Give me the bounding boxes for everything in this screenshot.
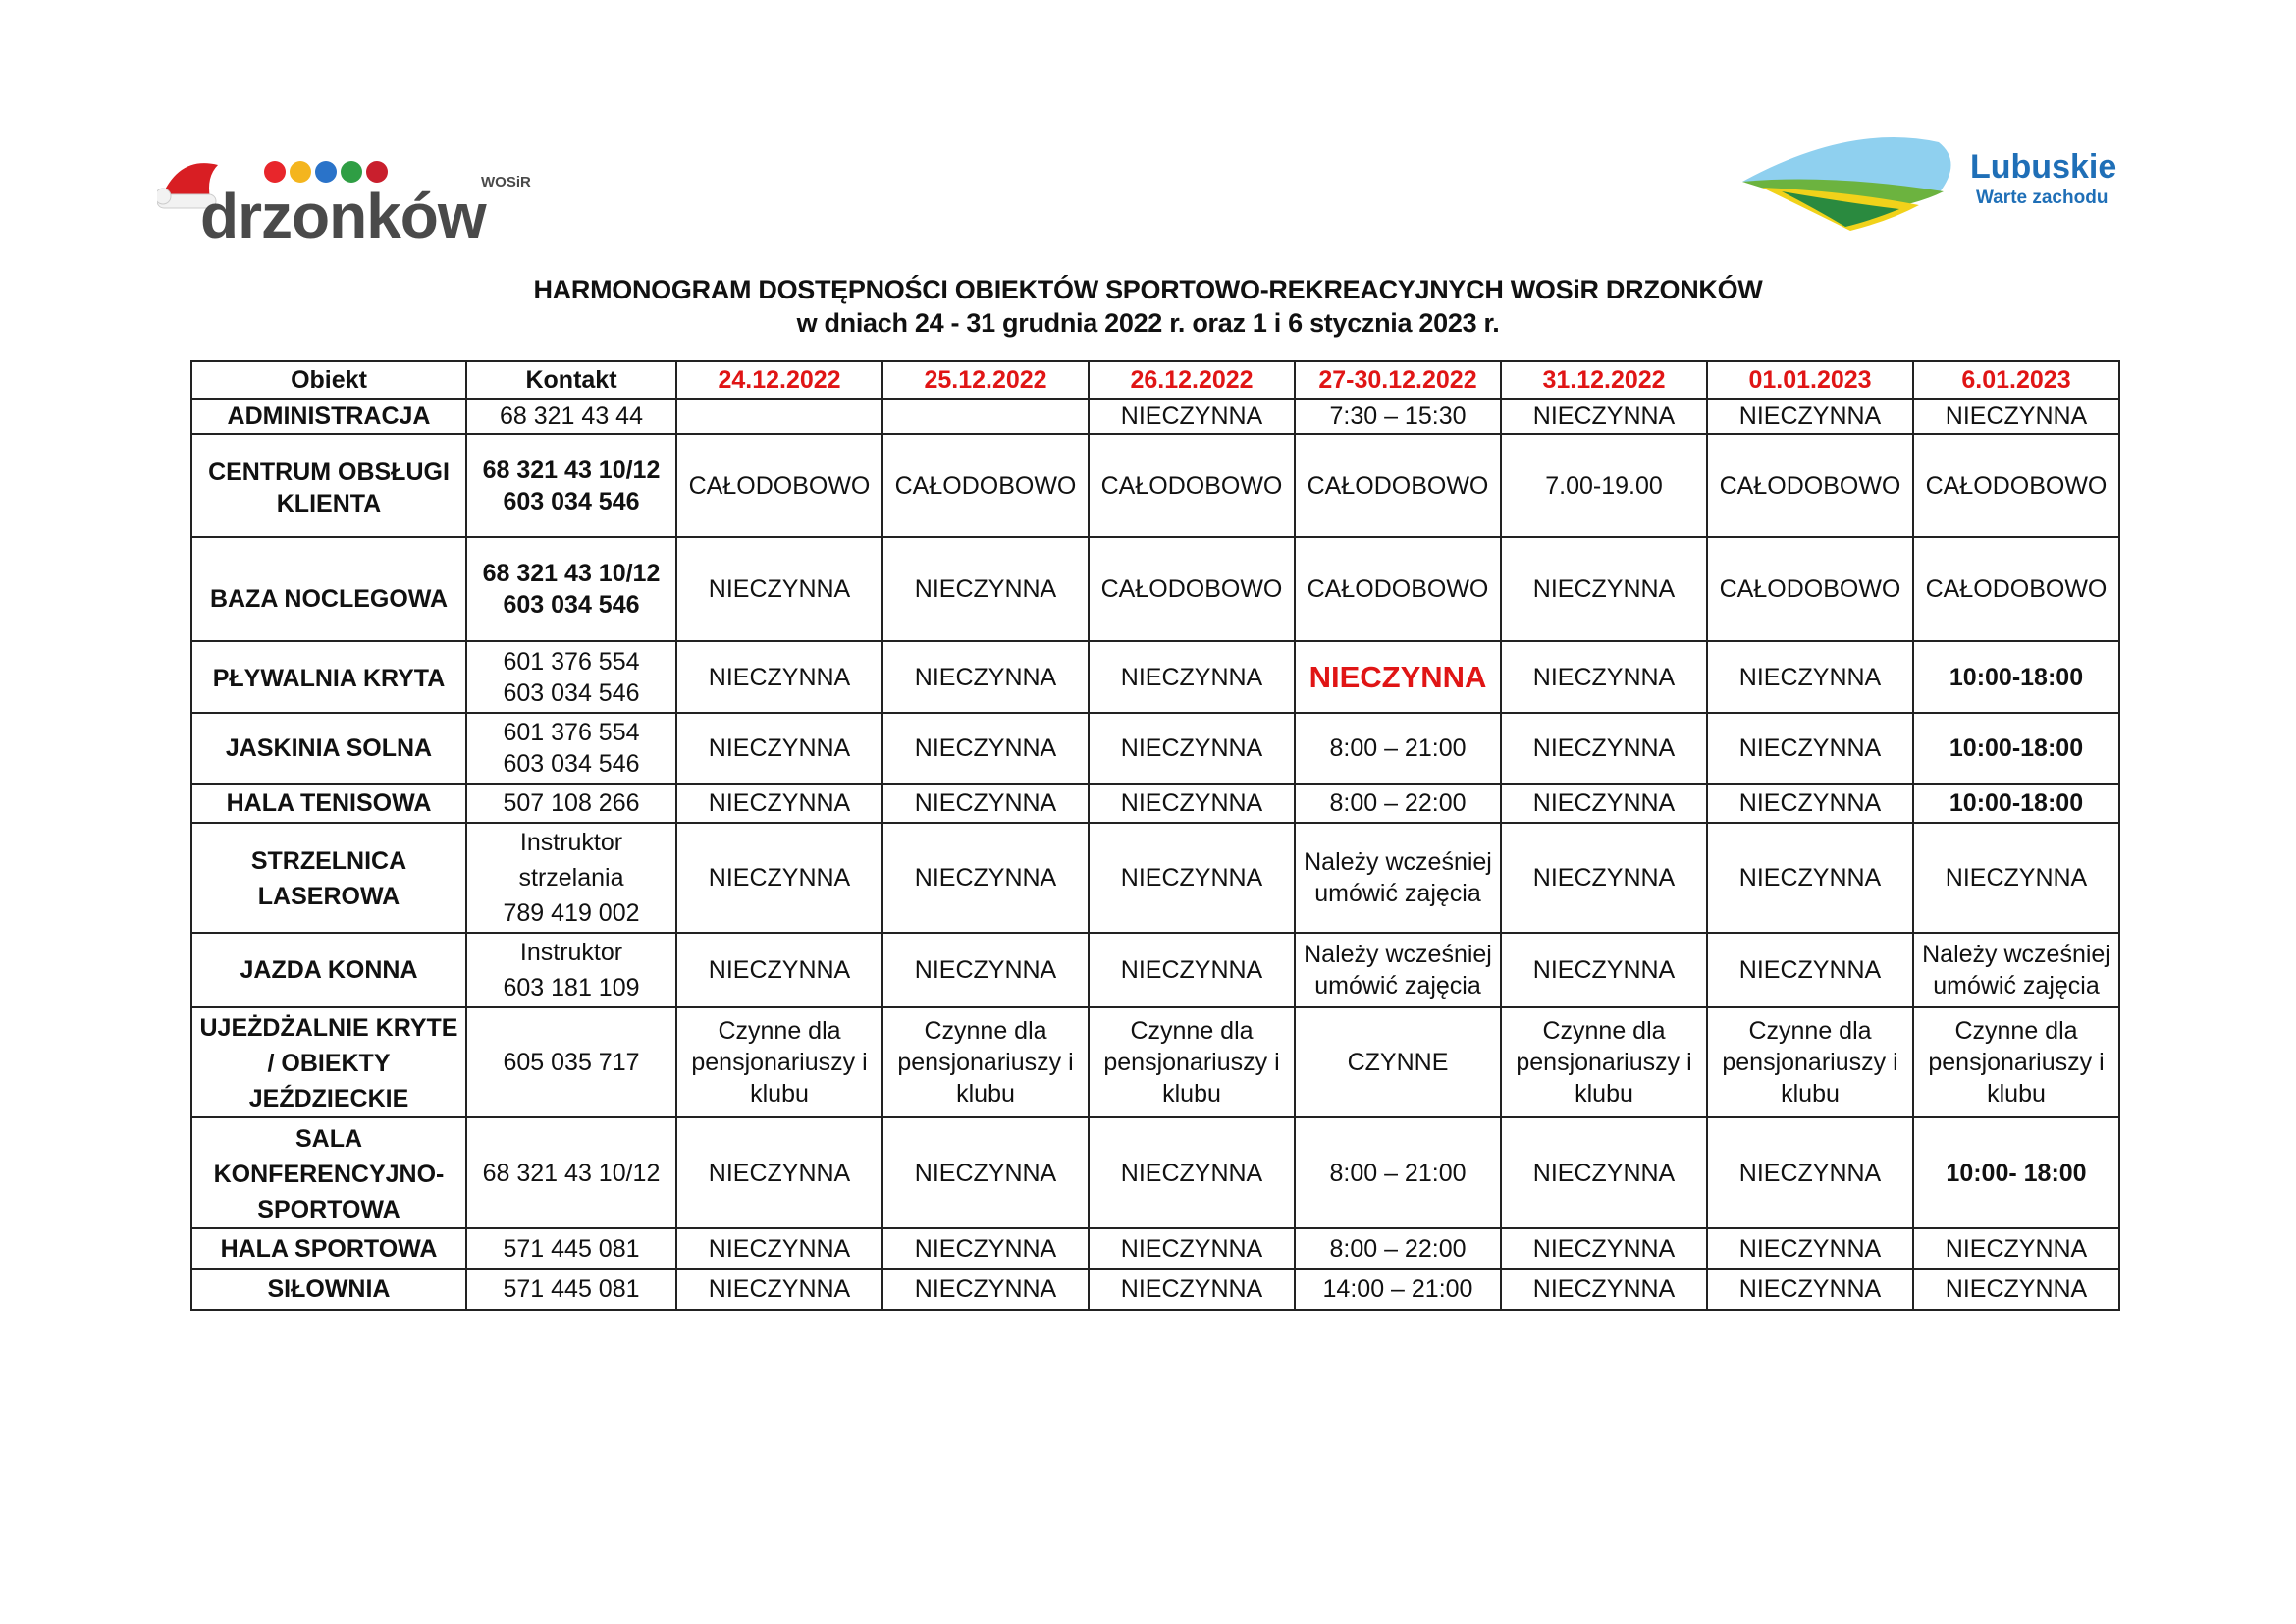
cell	[676, 399, 882, 434]
header-date: 01.01.2023	[1707, 361, 1913, 399]
cell: NIECZYNNA	[882, 713, 1089, 784]
cell: 10:00-18:00	[1913, 641, 2119, 713]
object-name: STRZELNICA LASEROWA	[191, 823, 466, 933]
cell: NIECZYNNA	[1089, 641, 1295, 713]
cell: 8:00 – 22:00	[1295, 784, 1501, 823]
cell: NIECZYNNA	[1501, 537, 1707, 641]
cell: NIECZYNNA	[1913, 1228, 2119, 1269]
cell: NIECZYNNA	[676, 823, 882, 933]
cell: NIECZYNNA	[1501, 1228, 1707, 1269]
lubuskie-name: Lubuskie	[1970, 148, 2117, 186]
wosir-drzonkow-logo	[157, 147, 569, 245]
cell: CAŁODOBOWO	[1707, 434, 1913, 537]
cell: NIECZYNNA	[882, 1228, 1089, 1269]
cell: CAŁODOBOWO	[1295, 434, 1501, 537]
cell: NIECZYNNA	[1707, 933, 1913, 1007]
cell: NIECZYNNA	[1707, 1269, 1913, 1310]
cell: CAŁODOBOWO	[1089, 434, 1295, 537]
cell: NIECZYNNA	[1089, 1269, 1295, 1310]
object-name: JASKINIA SOLNA	[191, 713, 466, 784]
cell: NIECZYNNA	[882, 1117, 1089, 1228]
cell: NIECZYNNA	[1913, 823, 2119, 933]
cell: NIECZYNNA	[1089, 399, 1295, 434]
cell: NIECZYNNA	[676, 1228, 882, 1269]
cell: 8:00 – 22:00	[1295, 1228, 1501, 1269]
cell: NIECZYNNA	[1707, 399, 1913, 434]
contact: 507 108 266	[466, 784, 676, 823]
cell: NIECZYNNA	[882, 641, 1089, 713]
cell: CAŁODOBOWO	[882, 434, 1089, 537]
header-date: 25.12.2022	[882, 361, 1089, 399]
object-name: BAZA NOCLEGOWA	[191, 537, 466, 641]
object-name: SIŁOWNIA	[191, 1269, 466, 1310]
cell: NIECZYNNA	[1707, 823, 1913, 933]
cell: NIECZYNNA	[1501, 641, 1707, 713]
table-row	[191, 1228, 2119, 1269]
cell: CAŁODOBOWO	[1913, 434, 2119, 537]
cell: 10:00- 18:00	[1913, 1117, 2119, 1228]
logo-dot-red	[264, 161, 286, 183]
table-row	[191, 1269, 2119, 1310]
lubuskie-logo-graphic	[1742, 133, 2155, 241]
cell: NIECZYNNA	[1501, 399, 1707, 434]
table-row	[191, 1007, 2119, 1117]
lubuskie-logo	[1742, 133, 2155, 241]
cell: CAŁODOBOWO	[1913, 537, 2119, 641]
cell: 10:00-18:00	[1913, 784, 2119, 823]
cell: NIECZYNNA	[1913, 1269, 2119, 1310]
cell: NIECZYNNA	[1089, 713, 1295, 784]
cell-highlight: NIECZYNNA	[1295, 641, 1501, 713]
cell: NIECZYNNA	[1707, 641, 1913, 713]
cell: NIECZYNNA	[1501, 933, 1707, 1007]
schedule-table	[190, 360, 2120, 1311]
cell: NIECZYNNA	[1707, 1117, 1913, 1228]
cell	[882, 399, 1089, 434]
cell: CAŁODOBOWO	[1089, 537, 1295, 641]
cell: NIECZYNNA	[882, 537, 1089, 641]
cell: 7.00-19.00	[1501, 434, 1707, 537]
cell: 14:00 – 21:00	[1295, 1269, 1501, 1310]
cell: NIECZYNNA	[676, 1269, 882, 1310]
cell: NIECZYNNA	[1913, 399, 2119, 434]
contact: 68 321 43 10/12 603 034 546	[466, 537, 676, 641]
cell: NIECZYNNA	[676, 713, 882, 784]
cell: NIECZYNNA	[1501, 784, 1707, 823]
cell: NIECZYNNA	[882, 933, 1089, 1007]
cell: Należy wcześniej umówić zajęcia	[1295, 823, 1501, 933]
cell: NIECZYNNA	[1501, 823, 1707, 933]
object-name: HALA SPORTOWA	[191, 1228, 466, 1269]
header-date: 24.12.2022	[676, 361, 882, 399]
logo-dot-blue	[315, 161, 337, 183]
object-name: PŁYWALNIA KRYTA	[191, 641, 466, 713]
cell: NIECZYNNA	[676, 933, 882, 1007]
cell: CAŁODOBOWO	[676, 434, 882, 537]
cell: NIECZYNNA	[1501, 713, 1707, 784]
table-row	[191, 713, 2119, 784]
cell: NIECZYNNA	[1089, 1117, 1295, 1228]
cell: CAŁODOBOWO	[1295, 537, 1501, 641]
cell: NIECZYNNA	[1707, 1228, 1913, 1269]
table-row	[191, 537, 2119, 641]
object-name: UJEŻDŻALNIE KRYTE / OBIEKTY JEŹDZIECKIE	[191, 1007, 466, 1117]
table-header-row	[191, 361, 2119, 399]
contact: 571 445 081	[466, 1269, 676, 1310]
cell: NIECZYNNA	[1089, 823, 1295, 933]
contact: 601 376 554 603 034 546	[466, 713, 676, 784]
cell: NIECZYNNA	[676, 1117, 882, 1228]
cell: Należy wcześniej umówić zajęcia	[1295, 933, 1501, 1007]
contact: 605 035 717	[466, 1007, 676, 1117]
logo-dot-green	[341, 161, 362, 183]
wosir-drzonkow-logo-graphic	[157, 147, 569, 245]
table-row	[191, 933, 2119, 1007]
header-date: 31.12.2022	[1501, 361, 1707, 399]
cell: Czynne dla pensjonariuszy i klubu	[1089, 1007, 1295, 1117]
cell: NIECZYNNA	[882, 823, 1089, 933]
table-row	[191, 1117, 2119, 1228]
cell: NIECZYNNA	[676, 641, 882, 713]
table-row	[191, 641, 2119, 713]
table-row	[191, 784, 2119, 823]
cell: NIECZYNNA	[1089, 1228, 1295, 1269]
object-name: JAZDA KONNA	[191, 933, 466, 1007]
cell: Czynne dla pensjonariuszy i klubu	[676, 1007, 882, 1117]
contact: 601 376 554 603 034 546	[466, 641, 676, 713]
cell: CZYNNE	[1295, 1007, 1501, 1117]
header-contact: Kontakt	[466, 361, 676, 399]
header-date: 6.01.2023	[1913, 361, 2119, 399]
object-name: ADMINISTRACJA	[191, 399, 466, 434]
object-name: SALA KONFERENCYJNO- SPORTOWA	[191, 1117, 466, 1228]
contact: 68 321 43 44	[466, 399, 676, 434]
cell: 8:00 – 21:00	[1295, 713, 1501, 784]
object-name: CENTRUM OBSŁUGI KLIENTA	[191, 434, 466, 537]
cell: NIECZYNNA	[676, 784, 882, 823]
cell: NIECZYNNA	[1707, 784, 1913, 823]
header-date: 27-30.12.2022	[1295, 361, 1501, 399]
table-row	[191, 823, 2119, 933]
cell: Czynne dla pensjonariuszy i klubu	[882, 1007, 1089, 1117]
logo-wordmark: drzonków	[200, 181, 486, 245]
cell: NIECZYNNA	[882, 784, 1089, 823]
contact: Instruktor 603 181 109	[466, 933, 676, 1007]
cell: Czynne dla pensjonariuszy i klubu	[1707, 1007, 1913, 1117]
cell: NIECZYNNA	[1501, 1269, 1707, 1310]
logo-dot-red-2	[366, 161, 388, 183]
contact: 68 321 43 10/12	[466, 1117, 676, 1228]
cell: 8:00 – 21:00	[1295, 1117, 1501, 1228]
logo-dot-yellow	[290, 161, 311, 183]
cell: CAŁODOBOWO	[1707, 537, 1913, 641]
table-row	[191, 434, 2119, 537]
lubuskie-tagline: Warte zachodu	[1976, 188, 2109, 208]
title-line-1: HARMONOGRAM DOSTĘPNOŚCI OBIEKTÓW SPORTOWO-REKREACYJNYCH WOSiR DRZONKÓW	[533, 275, 1763, 304]
cell: 10:00-18:00	[1913, 713, 2119, 784]
cell: NIECZYNNA	[1089, 784, 1295, 823]
contact: Instruktor strzelania 789 419 002	[466, 823, 676, 933]
contact: 68 321 43 10/12 603 034 546	[466, 434, 676, 537]
cell: Czynne dla pensjonariuszy i klubu	[1913, 1007, 2119, 1117]
table-row	[191, 399, 2119, 434]
title-line-2: w dniach 24 - 31 grudnia 2022 r. oraz 1 i 6 stycznia 2023 r.	[796, 308, 1500, 338]
cell: Czynne dla pensjonariuszy i klubu	[1501, 1007, 1707, 1117]
cell: NIECZYNNA	[1501, 1117, 1707, 1228]
object-name: HALA TENISOWA	[191, 784, 466, 823]
cell: NIECZYNNA	[1089, 933, 1295, 1007]
logo-wosir-small: WOSiR	[481, 174, 531, 190]
header-object: Obiekt	[191, 361, 466, 399]
contact: 571 445 081	[466, 1228, 676, 1269]
cell: Należy wcześniej umówić zajęcia	[1913, 933, 2119, 1007]
cell: NIECZYNNA	[676, 537, 882, 641]
cell: NIECZYNNA	[882, 1269, 1089, 1310]
document-title	[0, 273, 2296, 340]
cell: 7:30 – 15:30	[1295, 399, 1501, 434]
cell: NIECZYNNA	[1707, 713, 1913, 784]
header-date: 26.12.2022	[1089, 361, 1295, 399]
